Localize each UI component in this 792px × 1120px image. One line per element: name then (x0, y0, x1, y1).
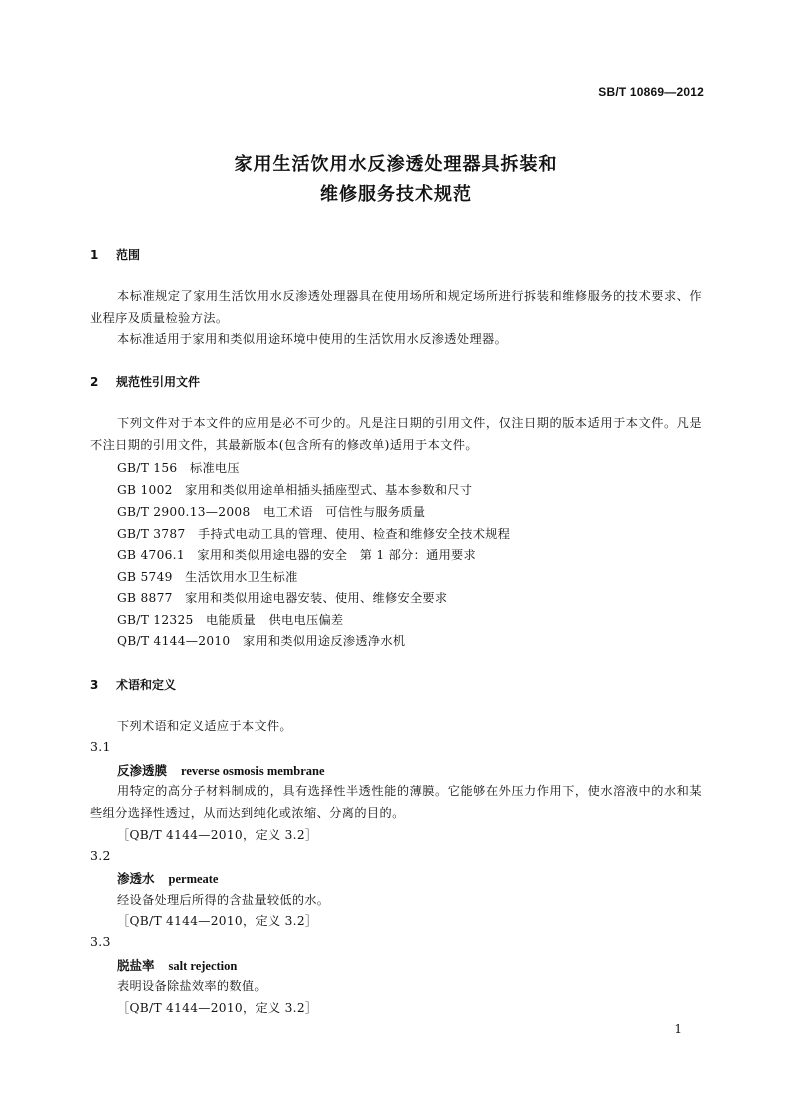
term-chinese: 脱盐率 (117, 958, 155, 973)
section-number: 1 (90, 248, 99, 262)
reference-item: GB/T 12325 电能质量 供电电压偏差 (117, 613, 344, 627)
term-definition: 经设备处理后所得的含盐量较低的水。 (117, 893, 330, 907)
reference-item: GB 1002 家用和类似用途单相插头插座型式、基本参数和尺寸 (117, 483, 473, 497)
section-title: 规范性引用文件 (116, 375, 201, 389)
reference-item: GB/T 3787 手持式电动工具的管理、使用、检查和维修安全技术规程 (117, 527, 511, 541)
term-entry (117, 956, 237, 974)
document-title-line2: 维修服务技术规范 (320, 184, 472, 205)
section-title: 术语和定义 (116, 678, 177, 692)
section-number: 3 (90, 678, 99, 692)
scope-paragraph-1: 本标准规定了家用生活饮用水反渗透处理器具在使用场所和规定场所进行拆装和维修服务的技术要求、作业程序及质量检验方法。 (90, 289, 702, 325)
reference-item: QB/T 4144—2010 家用和类似用途反渗透净水机 (117, 634, 406, 648)
term-source: ［QB/T 4144—2010，定义 3.2］ (117, 914, 318, 928)
term-source: ［QB/T 4144—2010，定义 3.2］ (117, 1001, 318, 1015)
normative-intro-paragraph: 下列文件对于本文件的应用是必不可少的。凡是注日期的引用文件，仅注日期的版本适用于本文件。凡是不注日期的引用文件，其最新版本(包含所有的修改单)适用于本文件。 (90, 416, 702, 452)
reference-item: GB/T 2900.13—2008 电工术语 可信性与服务质量 (117, 505, 426, 519)
section-heading-normative-references (90, 373, 200, 390)
term-english: salt rejection (168, 959, 238, 973)
page-number: 1 (674, 1022, 682, 1036)
term-definition: 用特定的高分子材料制成的，具有选择性半透性能的薄膜。它能够在外压力作用下，使水溶液中的水和某些组分选择性透过，从而达到纯化或浓缩、分离的目的。 (90, 784, 702, 820)
section-title: 范围 (116, 248, 141, 262)
clause-number: 3.3 (90, 934, 111, 949)
reference-item: GB 8877 家用和类似用途电器安装、使用、维修安全要求 (117, 591, 448, 605)
reference-item: GB/T 156 标准电压 (117, 461, 240, 475)
reference-item: GB 4706.1 家用和类似用途电器的安全 第 1 部分：通用要求 (117, 548, 477, 562)
terms-intro: 下列术语和定义适应于本文件。 (117, 719, 292, 733)
standard-code: SB/T 10869—2012 (598, 85, 704, 99)
term-definition: 表明设备除盐效率的数值。 (117, 979, 267, 993)
section-number: 2 (90, 375, 99, 389)
term-chinese: 渗透水 (117, 871, 155, 886)
scope-paragraph-2: 本标准适用于家用和类似用途环境中使用的生活饮用水反渗透处理器。 (117, 332, 508, 346)
document-title-line1: 家用生活饮用水反渗透处理器具拆装和 (234, 154, 558, 175)
term-source: ［QB/T 4144—2010，定义 3.2］ (117, 828, 318, 842)
clause-number: 3.1 (90, 739, 111, 754)
term-chinese: 反渗透膜 (117, 763, 168, 778)
term-english: permeate (168, 872, 219, 886)
term-entry (117, 869, 219, 887)
term-entry (117, 761, 325, 779)
clause-number: 3.2 (90, 848, 111, 863)
section-heading-scope (90, 246, 140, 263)
section-heading-terms-and-definitions (90, 676, 176, 693)
reference-item: GB 5749 生活饮用水卫生标准 (117, 570, 298, 584)
term-english: reverse osmosis membrane (181, 764, 325, 778)
